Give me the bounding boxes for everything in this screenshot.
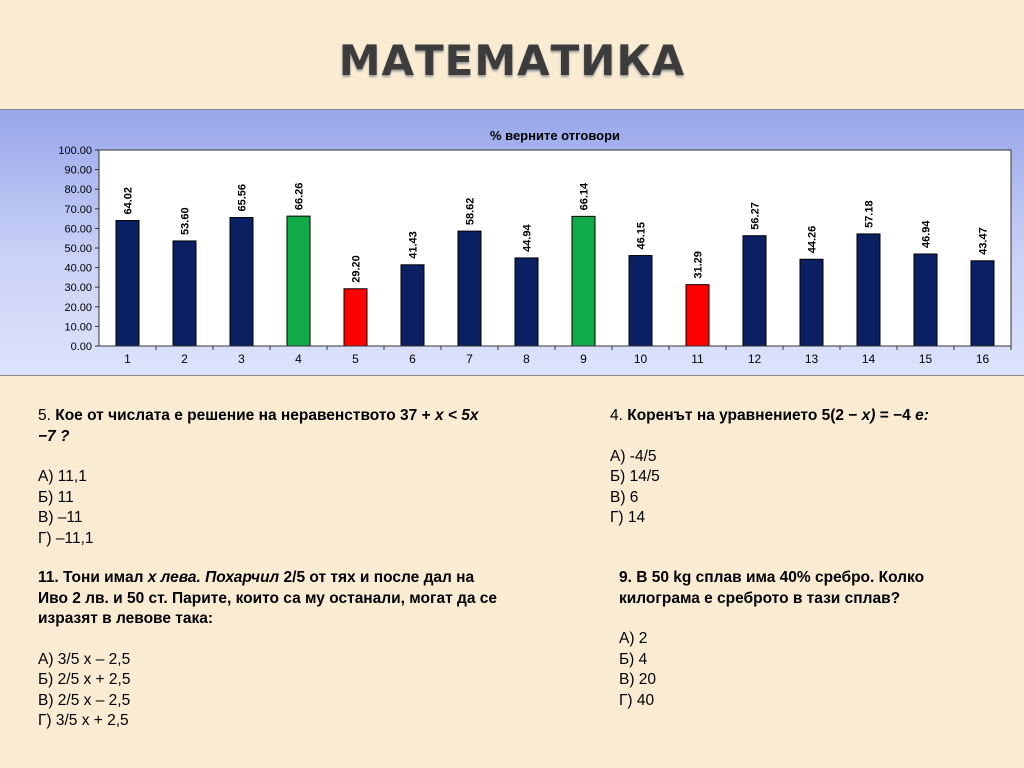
x-tick-label: 8: [523, 352, 530, 366]
bar: [173, 241, 196, 346]
question-9-text: 9. В 50 kg сплав има 40% сребро. Колко: [619, 569, 925, 586]
bar: [230, 218, 253, 346]
y-tick-label: 70.00: [64, 203, 92, 216]
slide-title: МАТЕМАТИКА: [338, 36, 686, 85]
bar: [458, 231, 481, 346]
bar-value-label: 43.47: [977, 227, 990, 255]
bar: [857, 234, 880, 346]
bar-value-label: 56.27: [749, 202, 762, 230]
y-tick-label: 30.00: [64, 282, 92, 295]
bar-value-label: 65.56: [236, 183, 249, 212]
bar-chart: [0, 110, 1024, 375]
bar-value-label: 44.26: [806, 225, 819, 254]
question-11-option: Г) 3/5 х + 2,5: [38, 712, 129, 729]
question-11-option: А) 3/5 х – 2,5: [38, 650, 131, 668]
bar-value-label: 66.14: [578, 182, 591, 211]
bar-value-label: 44.94: [521, 224, 534, 252]
y-tick-label: 90.00: [64, 164, 92, 177]
bar: [515, 258, 538, 346]
x-tick-label: 13: [804, 352, 819, 366]
question-9-option: А) 2: [619, 630, 648, 647]
bar: [800, 259, 823, 346]
x-tick-label: 6: [409, 352, 416, 366]
question-9-option: Б) 4: [619, 650, 648, 668]
bar: [287, 216, 310, 346]
question-11-text-2: 2/5 от тях и после дал на: [279, 569, 475, 586]
x-tick-label: 7: [466, 352, 473, 366]
bar: [971, 261, 994, 346]
y-tick-label: 10.00: [64, 321, 92, 334]
question-11-text-italic: х лева. Похарчил: [147, 569, 280, 586]
y-tick-label: 50.00: [64, 243, 92, 255]
y-tick-label: 100.00: [58, 145, 92, 157]
question-11: [38, 568, 598, 732]
question-4: [610, 406, 1010, 529]
bar-value-label: 58.62: [464, 197, 477, 226]
question-4-expression: x): [861, 407, 876, 424]
question-5-number: 5.: [38, 407, 51, 424]
y-tick-label: 60.00: [64, 223, 92, 236]
question-5-option: Г) –11,1: [38, 529, 94, 547]
question-9-option: Г) 40: [619, 691, 655, 709]
question-4-option: А) -4/5: [610, 447, 657, 465]
bar-value-label: 66.26: [293, 182, 306, 211]
x-tick-label: 1: [124, 352, 131, 366]
bar-value-label: 53.60: [179, 207, 192, 235]
bar-value-label: 31.29: [692, 251, 705, 279]
bar-value-label: 29.20: [350, 255, 363, 283]
question-4-text-2: = −4: [875, 407, 916, 424]
x-tick-label: 15: [918, 352, 933, 366]
question-11-option: В) 2/5 х – 2,5: [38, 691, 131, 709]
question-4-stem: [610, 406, 1010, 427]
bar: [914, 254, 937, 346]
bar: [401, 265, 424, 346]
question-5-stem: [38, 406, 558, 427]
x-tick-label: 12: [747, 352, 762, 366]
question-5-option: В) –11: [38, 509, 83, 526]
question-11-stem: [38, 568, 598, 589]
question-9: [619, 568, 1009, 711]
chart-panel: [0, 109, 1024, 376]
question-5: [38, 406, 558, 549]
y-tick-label: 40.00: [64, 262, 92, 275]
question-4-text: Коренът на уравнението 5(2 −: [627, 407, 862, 424]
question-4-number: 4.: [610, 407, 623, 424]
question-5-option: А) 11,1: [38, 468, 87, 485]
bar-value-label: 41.43: [407, 231, 420, 259]
x-tick-label: 9: [580, 352, 587, 366]
bar: [572, 216, 595, 346]
bar: [116, 221, 139, 346]
question-4-option: Б) 14/5: [610, 468, 660, 485]
x-tick-label: 14: [861, 352, 876, 366]
question-11-text: 11. Тони имал: [38, 569, 148, 586]
question-5-text: Кое от числата е решение на неравенството 37 +: [55, 407, 435, 424]
question-11-text-line2: Иво 2 лв. и 50 ст. Парите, които са му останали, могат да се: [38, 589, 497, 607]
x-tick-label: 5: [352, 352, 359, 366]
bar-value-label: 57.18: [863, 200, 876, 228]
bar: [743, 236, 766, 346]
x-tick-label: 4: [295, 352, 302, 366]
bar: [629, 256, 652, 346]
bar-value-label: 46.94: [920, 220, 933, 248]
question-11-option: Б) 2/5 х + 2,5: [38, 671, 131, 688]
bar: [686, 285, 709, 346]
x-tick-label: 2: [181, 352, 188, 366]
bar-value-label: 64.02: [122, 186, 135, 215]
x-tick-label: 3: [238, 352, 245, 366]
question-4-text-3: е:: [915, 407, 929, 424]
chart-title: % верните отговори: [489, 128, 621, 143]
question-9-option: В) 20: [619, 671, 657, 688]
y-tick-label: 0.00: [70, 341, 92, 353]
y-tick-label: 20.00: [64, 301, 92, 314]
bar-value-label: 46.15: [635, 222, 648, 250]
x-tick-label: 16: [975, 352, 990, 366]
question-4-option: Г) 14: [610, 509, 646, 526]
x-tick-label: 11: [691, 352, 704, 366]
y-tick-label: 80.00: [64, 184, 92, 197]
question-11-text-line3: изразят в левове така:: [38, 610, 214, 627]
question-5-expression: x < 5x: [434, 407, 479, 424]
question-4-option: В) 6: [610, 488, 639, 506]
bar: [344, 289, 367, 346]
question-5-text-line2: −7 ?: [38, 427, 70, 445]
question-9-text-line2: килограма е среброто в тази сплав?: [619, 589, 901, 607]
question-5-option: Б) 11: [38, 488, 74, 506]
x-tick-label: 10: [633, 352, 648, 366]
